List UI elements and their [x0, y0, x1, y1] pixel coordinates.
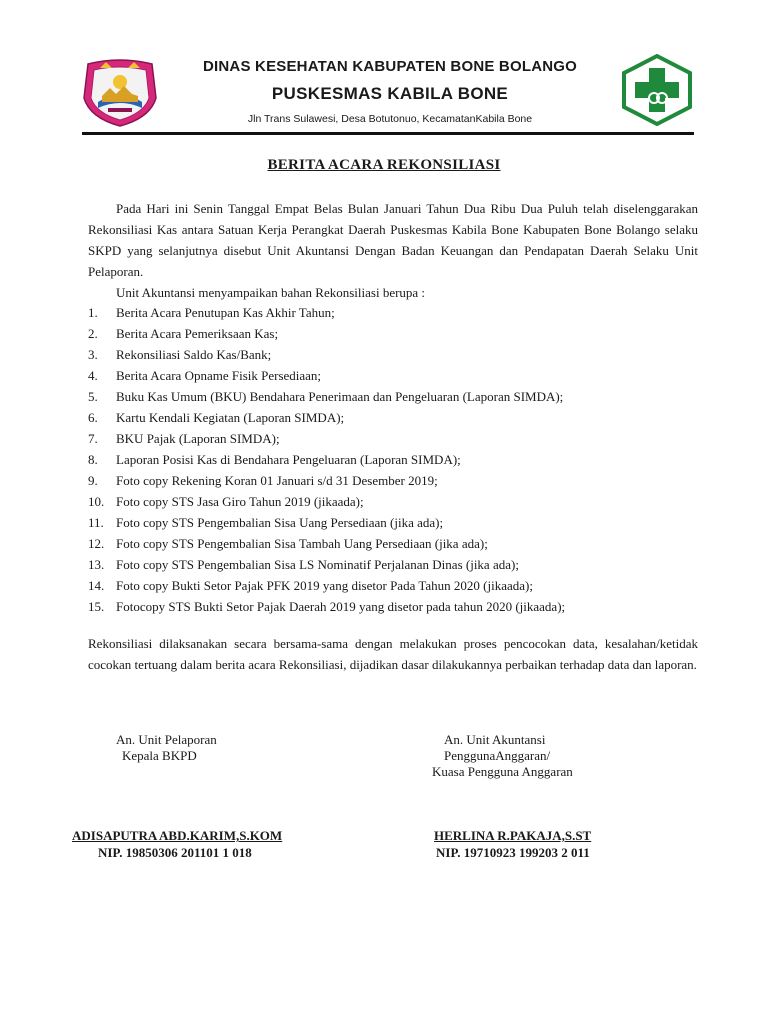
- list-item-number: 15.: [88, 599, 105, 614]
- list-item: [88, 302, 708, 323]
- right-signature-position-2: Kuasa Pengguna Anggaran: [432, 764, 573, 779]
- right-signature-title: An. Unit Akuntansi: [444, 732, 546, 747]
- list-item: [88, 344, 708, 365]
- list-item: [88, 407, 708, 428]
- list-item: [88, 365, 708, 386]
- right-signatory-nip: NIP. 19710923 199203 2 011: [436, 845, 590, 860]
- letterhead-divider: [82, 132, 694, 135]
- list-item-text: Berita Acara Penutupan Kas Akhir Tahun;: [116, 305, 335, 320]
- list-item-text: Foto copy Bukti Setor Pajak PFK 2019 yang disetor Pada Tahun 2020 (jikaada);: [116, 578, 533, 593]
- list-item: [88, 575, 708, 596]
- list-item: [88, 428, 708, 449]
- list-item-text: Foto copy Rekening Koran 01 Januari s/d 31 Desember 2019;: [116, 473, 438, 488]
- list-item-number: 13.: [88, 557, 105, 572]
- left-signature-title: An. Unit Pelaporan: [116, 732, 217, 747]
- list-item-number: 9.: [88, 473, 98, 488]
- list-item: [88, 470, 708, 491]
- regency-emblem-icon: [80, 58, 160, 128]
- list-item-number: 6.: [88, 410, 98, 425]
- list-item-number: 12.: [88, 536, 105, 551]
- opening-paragraph: Pada Hari ini Senin Tanggal Empat Belas Bulan Januari Tahun Dua Ribu Dua Puluh telah diselenggarakan Rekonsiliasi Kas antara Satuan Kerja Perangkat Daerah Puskesmas Kabila Bone Kabupaten Bone Bolango selaku SKPD yang selanjutnya disebut Unit Akuntansi Dengan Badan Keuangan dan Pendapatan Daerah Selaku Unit Pelaporan.: [88, 201, 698, 279]
- list-item-number: 4.: [88, 368, 98, 383]
- list-item-number: 3.: [88, 347, 98, 362]
- list-item-number: 8.: [88, 452, 98, 467]
- list-item-text: Berita Acara Opname Fisik Persediaan;: [116, 368, 322, 383]
- list-item: [88, 323, 708, 344]
- list-item-text: Foto copy STS Pengembalian Sisa LS Nominatif Perjalanan Dinas (jika ada);: [116, 557, 519, 572]
- closing-paragraph: Rekonsiliasi dilaksanakan secara bersama-sama dengan melakukan proses pencocokan data, kesalahan/ketidak cocokan tertuang dalam berita acara Rekonsiliasi, dijadikan dasar dilakukannya perbaikan terhadap data dan laporan.: [88, 636, 698, 672]
- list-item-number: 1.: [88, 305, 98, 320]
- address: Jln Trans Sulawesi, Desa Botutonuo, KecamatanKabila Bone: [247, 113, 533, 125]
- list-item: [88, 449, 708, 470]
- list-item-number: 5.: [88, 389, 98, 404]
- puskesmas-cross-logo-icon: [620, 54, 694, 126]
- materials-intro: Unit Akuntansi menyampaikan bahan Rekonsiliasi berupa :: [116, 285, 426, 300]
- left-signatory-nip: NIP. 19850306 201101 1 018: [98, 845, 252, 860]
- agency-name: DINAS KESEHATAN KABUPATEN BONE BOLANGO: [203, 58, 577, 75]
- list-item-number: 10.: [88, 494, 105, 509]
- list-item-text: Laporan Posisi Kas di Bendahara Pengeluaran (Laporan SIMDA);: [116, 452, 461, 467]
- list-item: [88, 533, 708, 554]
- materials-list: [88, 302, 708, 617]
- list-item-text: BKU Pajak (Laporan SIMDA);: [116, 431, 280, 446]
- list-item-text: Buku Kas Umum (BKU) Bendahara Penerimaan dan Pengeluaran (Laporan SIMDA);: [116, 389, 564, 404]
- list-item-text: Rekonsiliasi Saldo Kas/Bank;: [116, 347, 272, 362]
- list-item-number: 2.: [88, 326, 98, 341]
- list-item-text: Fotocopy STS Bukti Setor Pajak Daerah 2019 yang disetor pada tahun 2020 (jikaada);: [116, 599, 566, 614]
- list-item-number: 14.: [88, 578, 105, 593]
- list-item-number: 7.: [88, 431, 98, 446]
- list-item: [88, 512, 708, 533]
- list-item-text: Foto copy STS Jasa Giro Tahun 2019 (jikaada);: [116, 494, 364, 509]
- list-item: [88, 386, 708, 407]
- puskesmas-name: PUSKESMAS KABILA BONE: [271, 84, 509, 103]
- left-signatory-name: ADISAPUTRA ABD.KARIM,S.KOM: [72, 828, 283, 843]
- right-signature-position: PenggunaAnggaran/: [444, 748, 551, 763]
- document-title: BERITA ACARA REKONSILIASI: [267, 157, 501, 173]
- list-item-number: 11.: [88, 515, 104, 530]
- list-item: [88, 596, 708, 617]
- list-item: [88, 554, 708, 575]
- list-item: [88, 491, 708, 512]
- list-item-text: Foto copy STS Pengembalian Sisa Uang Persediaan (jika ada);: [116, 515, 444, 530]
- right-signatory-name: HERLINA R.PAKAJA,S.ST: [434, 828, 592, 843]
- list-item-text: Foto copy STS Pengembalian Sisa Tambah Uang Persediaan (jika ada);: [116, 536, 488, 551]
- list-item-text: Kartu Kendali Kegiatan (Laporan SIMDA);: [116, 410, 345, 425]
- left-signature-position: Kepala BKPD: [122, 748, 197, 763]
- list-item-text: Berita Acara Pemeriksaan Kas;: [116, 326, 279, 341]
